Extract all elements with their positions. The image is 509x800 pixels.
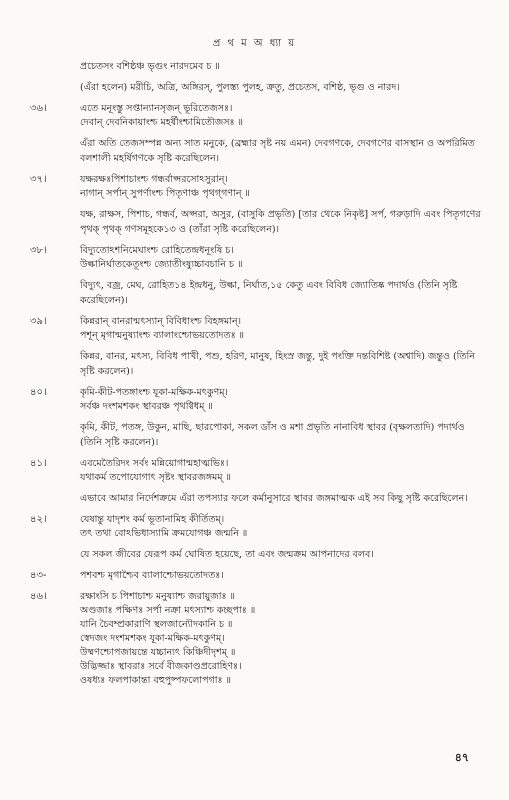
verse-number: ৩৬। bbox=[30, 103, 47, 114]
verse-line: যথাকর্ম তপোযোগাৎ সৃষ্টং স্থাবরজঙ্গমম্ ॥ bbox=[80, 472, 231, 483]
verse-line: দেবান্ দেবনিকায়াংশ্চ মহর্ষীংশ্চামিতৌজসঃ ॥ bbox=[80, 117, 243, 128]
verse-number: ৩৭। bbox=[30, 174, 47, 185]
sanskrit-verse bbox=[80, 569, 485, 583]
verse-number: ৪৬। bbox=[30, 591, 47, 602]
verse-number: ৪০। bbox=[30, 387, 47, 398]
sanskrit-verse bbox=[80, 102, 485, 130]
verse-line: পশবশ্চ মৃগাশ্চৈব ব্যালাশ্চোভয়তোদতঃ। bbox=[80, 570, 224, 581]
verse-block bbox=[30, 513, 485, 562]
bengali-translation: কিন্নর, বানর, মৎস্য, বিবিধ পাখী, পশু, হরিণ, মানুষ, হিংস্র জন্তু, দুই পংক্তি দন্তবিশিষ্ট (অশ্বাদি) জন্তুও (তিনি সৃষ্টি করলেন)। bbox=[80, 351, 475, 377]
bengali-translation: যক্ষ, রাক্ষস, পিশাচ, গন্ধর্ব, অপ্সরা, অসুর, (বাসুকি প্রভৃতি) [তার থেকে নিকৃষ্ট] সর্প, গরুড়াদি এবং পিতৃগণের পৃথক্ পৃথক্ গণসমূহকে১৩ ও (তাঁরা সৃষ্টি করেছিলেন)। bbox=[80, 209, 481, 235]
sanskrit-verse bbox=[80, 590, 485, 688]
bengali-translation: যে সকল জীবের যেরূপ কর্ম ঘোষিত হয়েছে, তা এবং জন্মক্রম আপনাদের বলব। bbox=[80, 549, 374, 560]
verse-block bbox=[30, 102, 485, 166]
verse-block bbox=[30, 244, 485, 308]
verse-line: কৃমি-কীট-পতঙ্গাংশ্চ যূকা-মক্ষিক-মৎকুণম্। bbox=[80, 387, 228, 398]
verse-line: যেষান্তু যাদৃশং কর্ম ভূতানামিহ কীর্তিতম্। bbox=[80, 514, 225, 525]
verse-line: উল্কানির্ঘাতকেতূংশ্চ জ্যোতীংষ্যুচ্চাবচানি চ ॥ bbox=[80, 259, 243, 270]
verse-number: ৪১। bbox=[30, 458, 47, 469]
verse-line: প্রচেতসং বশিষ্ঠঞ্চ ভৃগুং নারদমেব চ ॥ bbox=[80, 61, 220, 72]
verse-line: এবমেতৈরিদং সর্বং মন্নিয়োগান্মহাত্মভিঃ। bbox=[80, 458, 229, 469]
verse-line: রক্ষাংসি চ পিশাচাশ্চ মনুষ্যাশ্চ জরায়ুজাঃ ॥ bbox=[80, 591, 235, 602]
verse-number: ৪৩- bbox=[30, 570, 47, 581]
verse-line: যক্ষরক্ষঃপিশাচাংশ্চ গন্ধর্বাপ্সরসোঽসুরান্। bbox=[80, 174, 228, 185]
verse-line: যানি চৈবম্প্রকারাণি স্থলজান্যৌদকানি চ ॥ bbox=[80, 619, 233, 630]
verse-line: তৎ তথা বোঽভিধাস্যামি ক্রমযোগঞ্চ জন্মনি ॥ bbox=[80, 528, 248, 539]
verse-line: এতে মনূংস্তু সপ্তান্যানসৃজন্ ভূরিতেজসঃ। bbox=[80, 103, 233, 114]
verse-line: উদ্ভিজ্জাঃ স্থাবরাঃ সর্বে বীজকাণ্ডপ্ররোহিণঃ। bbox=[80, 661, 242, 672]
page-number: ৪৭ bbox=[454, 751, 469, 764]
bengali-translation: এভাবে আমার নির্দেশক্রমে এঁরা তপস্যার ফলে কর্মানুসারে স্থাবর জঙ্গমাত্মক এই সব কিছু সৃষ্টি করেছিলেন। bbox=[80, 493, 468, 504]
verse-line: সর্বঞ্চ দংশমশকং স্থাবরঞ্চ পৃথগ্বিধম্ ॥ bbox=[80, 401, 213, 412]
verse-line: ওষধ্যঃ ফলপাকান্তা বহুপুষ্পফলোপগাঃ ॥ bbox=[80, 675, 231, 686]
verse-block bbox=[30, 386, 485, 450]
verse-line: উষ্মণশ্চোপজায়ন্তে যচ্চান্যৎ কিঞ্চিদীদৃশম্ ॥ bbox=[80, 647, 236, 658]
verse-line: নাগান্ সর্পান্ সুপর্ণাংশ্চ পিতৃণাঞ্চ পৃথগ্‌গণান্ ॥ bbox=[80, 188, 250, 199]
verse-line: অণ্ডজাঃ পক্ষিণঃ সর্পা নক্রা মৎস্যাশ্চ কচ্ছপাঃ ॥ bbox=[80, 605, 256, 616]
sanskrit-verse bbox=[80, 60, 485, 74]
verse-block bbox=[30, 173, 485, 237]
verse-line: পশূন্ মৃগান্মনুষ্যাংশ্চ ব্যালাংশ্চোভয়তোদতঃ ॥ bbox=[80, 330, 245, 341]
verse-block bbox=[30, 315, 485, 379]
sanskrit-verse bbox=[80, 457, 485, 485]
chapter-header: প্র থ ম অ ধ্যা য় bbox=[212, 38, 297, 49]
sanskrit-verse bbox=[80, 173, 485, 201]
verse-number: ৪২। bbox=[30, 514, 47, 525]
verse-block bbox=[30, 60, 485, 95]
verse-number: ৩৯। bbox=[30, 316, 47, 327]
verse-block bbox=[30, 590, 485, 688]
verse-line: বিদ্যুতোঽশনিমেঘাংশ্চ রোহিতেন্দ্রধনূংষি চ। bbox=[80, 245, 234, 256]
verse-block bbox=[30, 457, 485, 506]
sanskrit-verse bbox=[80, 386, 485, 414]
sanskrit-verse bbox=[80, 244, 485, 272]
bengali-translation: বিদ্যুৎ, বজ্র, মেঘ, রোহিত১৪ ইন্দ্রধনু, উল্কা, নির্ঘাত,১৫ কেতু এবং বিবিধ জ্যোতিষ্ক পদার্থও (তিনি সৃষ্টি করেছিলেন)। bbox=[80, 280, 458, 306]
bengali-translation: কৃমি, কীট, পতঙ্গ, উকুন, মাছি, ছারপোকা, সকল ডাঁস ও মশা প্রভৃতি নানাবিধ স্থাবর (বৃক্ষলতাদি) পদার্থও (তিনি সৃষ্টি করলেন)। bbox=[80, 422, 465, 448]
verse-number: ৩৮। bbox=[30, 245, 47, 256]
bengali-translation: এঁরা অতি তেজসম্পন্ন অন্য সাত মনুকে, (ব্রহ্মার সৃষ্ট নয় এমন) দেবগণকে, দেবগণের বাসস্থান ও অপরিমিত বলশালী মহর্ষিগণকে সৃষ্টি করেছিলেন। bbox=[80, 138, 475, 164]
sanskrit-verse bbox=[80, 315, 485, 343]
verse-line: কিন্নরান্ বানরান্মৎস্যান্ বিবিধাংশ্চ বিহঙ্গমান্। bbox=[80, 316, 242, 327]
verse-line: স্বেদজং দংশমশকং যূকা-মক্ষিক-মৎকুণম্। bbox=[80, 633, 225, 644]
verse-block bbox=[30, 569, 485, 583]
verse-list bbox=[30, 60, 485, 695]
bengali-translation: (এঁরা হলেন) মরীচি, অত্রি, অঙ্গিরস্, পুলস্ত্য পুলহ, ক্রতু, প্রচেতস, বশিষ্ঠ, ভৃগু ও নারদ। bbox=[80, 82, 400, 93]
sanskrit-verse bbox=[80, 513, 485, 541]
